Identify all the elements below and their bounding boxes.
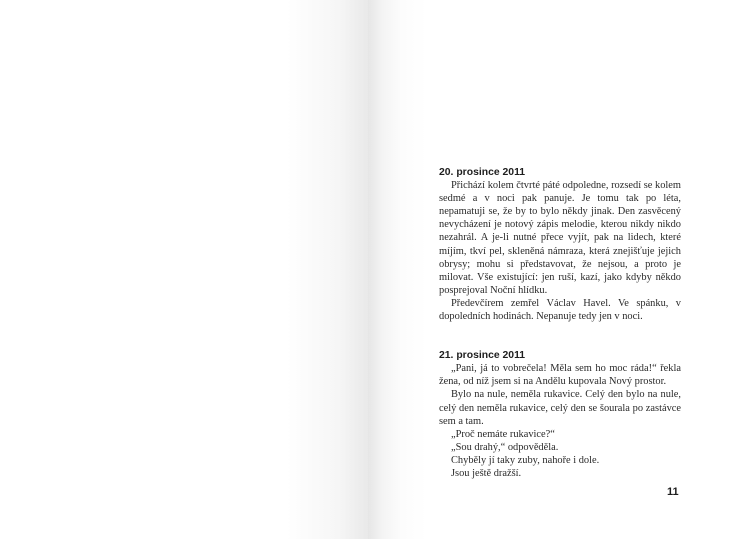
entry-paragraph: „Pani, já to vobrečela! Měla sem ho moc ráda!“ řekla žena, od níž jsem si na Andělu kupovala Nový prostor. xyxy=(439,363,681,388)
diary-text xyxy=(439,166,681,480)
diary-entry xyxy=(439,349,681,480)
diary-entry xyxy=(439,166,681,323)
left-page xyxy=(0,0,368,539)
entry-paragraph: Chyběly jí taky zuby, nahoře i dole. xyxy=(451,454,600,466)
entry-paragraph: Bylo na nule, neměla rukavice. Celý den bylo na nule, celý den neměla rukavice, celý den se šourala po zastávce sem a tam. xyxy=(439,389,681,427)
page-number: 11 xyxy=(667,486,679,498)
entry-paragraph: „Sou drahý,“ odpověděla. xyxy=(451,441,559,453)
entry-paragraph: „Proč nemáte rukavice?“ xyxy=(451,428,555,440)
entry-paragraph: Předevčírem zemřel Václav Havel. Ve spánku, v dopoledních hodinách. Nepanuje tedy jen v noci. xyxy=(439,297,681,323)
entry-paragraph: Přichází kolem čtvrté páté odpoledne, rozsedí se kolem sedmé a v noci pak panuje. Je tomu tak po léta, nepamatuji se, že by to bylo někdy jinak. Den zasvěcený nevycházení je notový zápis melodie, kterou nikdy nikdo nezahrál. A je-li nutné přece vyjít, pak na lidech, které míjím, tkví pel, skleněná námraza, která znejišťuje jejich obrysy; mohu si představovat, že nejsou, a proto je milovat. Vše existující: jen ruší, kazí, jako kdyby někdo posprejoval Noční hlídku. xyxy=(439,180,681,296)
entry-date-heading: 21. prosince 2011 xyxy=(439,350,526,362)
entry-date-heading: 20. prosince 2011 xyxy=(439,167,526,178)
entry-paragraph: Jsou ještě dražší. xyxy=(451,467,522,479)
